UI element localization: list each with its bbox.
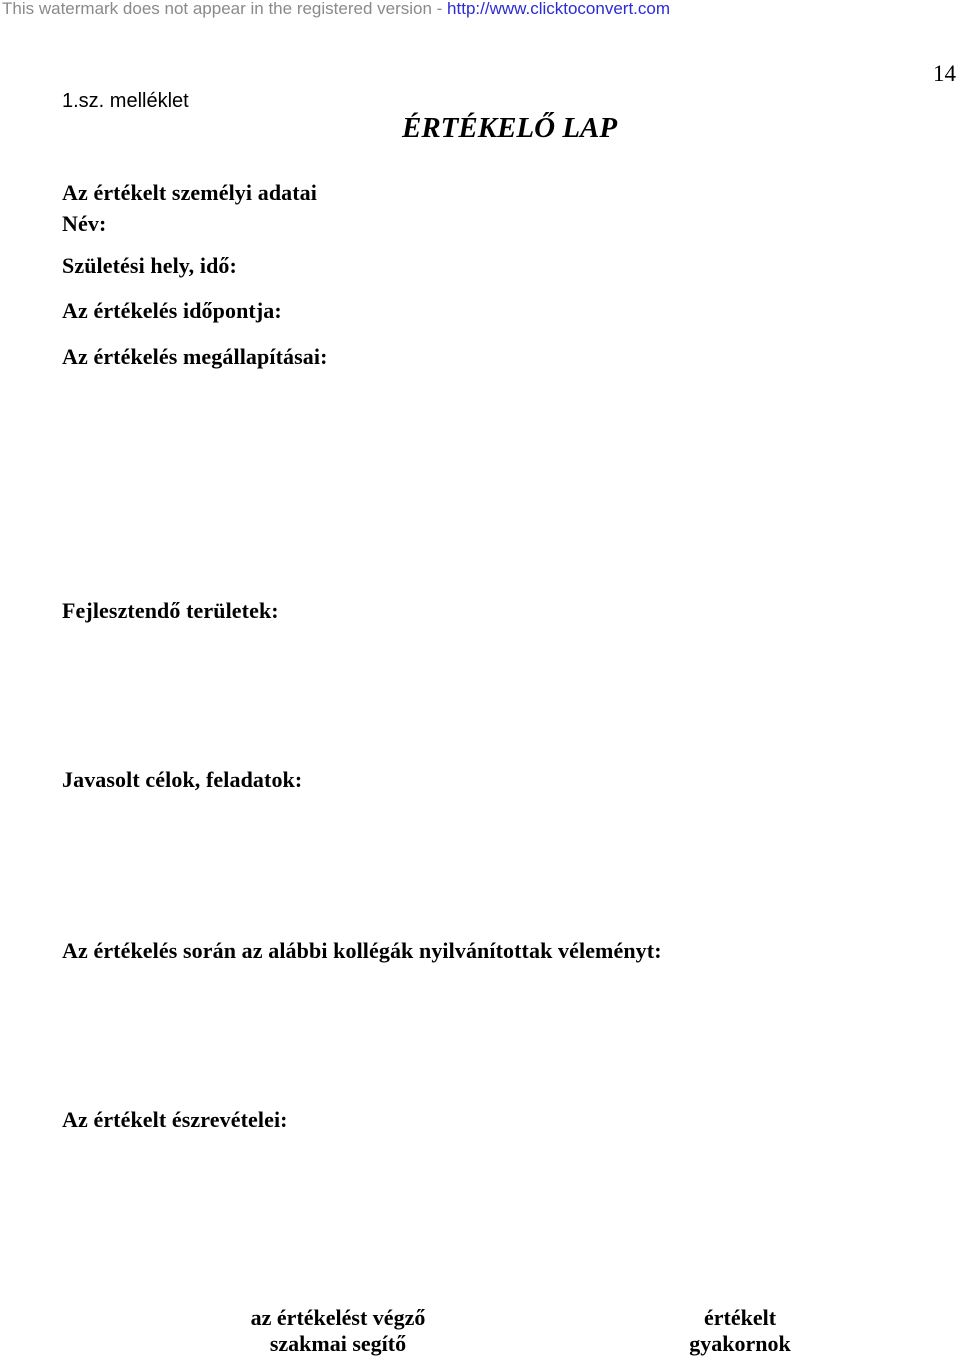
signature-trainee <box>670 1305 810 1357</box>
signature-trainee-line1: értékelt <box>703 1305 777 1330</box>
colleagues-label: Az értékelés során az alábbi kollégák nyilvánítottak véleményt: <box>62 938 662 963</box>
watermark-link[interactable]: http://www.clicktoconvert.com <box>447 0 671 18</box>
signature-mentor-line1: az értékelést végző <box>250 1305 426 1330</box>
watermark-text: This watermark does not appear in the registered version - <box>2 0 448 18</box>
watermark-banner <box>2 0 670 19</box>
page-number: 14 <box>933 61 956 86</box>
goals-label: Javasolt célok, feladatok: <box>62 767 303 792</box>
signature-mentor <box>228 1305 448 1357</box>
development-areas-label: Fejlesztendő területek: <box>62 598 279 623</box>
signature-trainee-line2: gyakornok <box>689 1331 791 1356</box>
eval-date-label: Az értékelés időpontja: <box>62 298 282 323</box>
remarks-label: Az értékelt észrevételei: <box>62 1107 288 1132</box>
page-title: ÉRTÉKELŐ LAP <box>402 112 618 144</box>
personal-data-heading: Az értékelt személyi adatai <box>62 180 317 205</box>
birth-label: Születési hely, idő: <box>62 253 237 278</box>
signature-mentor-line2: szakmai segítő <box>269 1331 407 1356</box>
findings-label: Az értékelés megállapításai: <box>62 344 328 369</box>
name-label: Név: <box>62 211 107 236</box>
annex-label: 1.sz. melléklet <box>62 90 189 112</box>
